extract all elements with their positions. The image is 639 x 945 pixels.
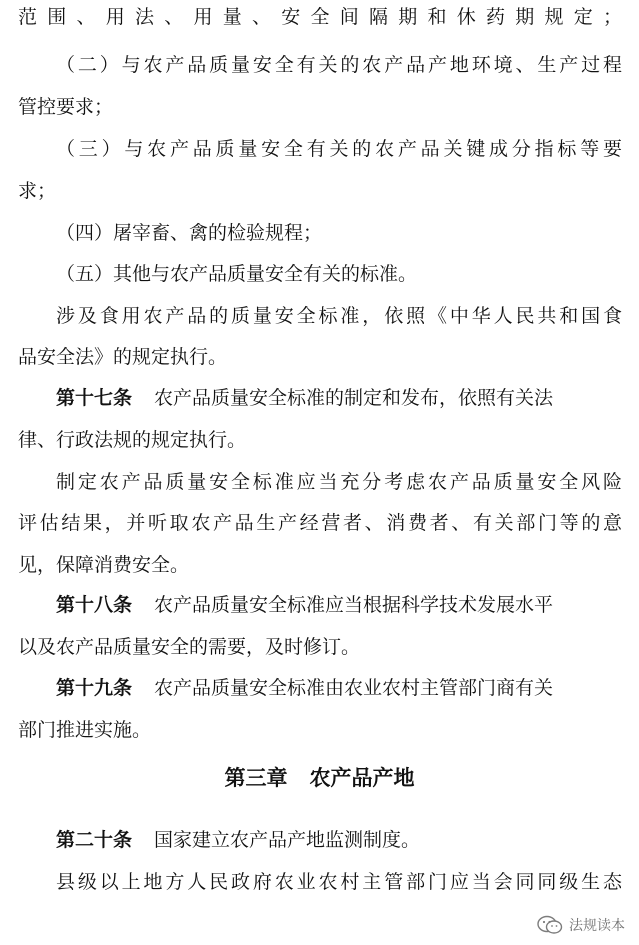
article-text: 农产品质量安全标准由农业农村主管部门商有关 — [154, 677, 554, 699]
text-line: 管控要求； — [18, 96, 114, 118]
wechat-icon — [537, 915, 563, 935]
text-line: （二）与农产品质量安全有关的农产品产地环境、生产过程 — [56, 54, 622, 76]
text-line: 制定农产品质量安全标准应当充分考虑农产品质量安全风险 — [56, 471, 622, 493]
text-line: 律、行政法规的规定执行。 — [18, 429, 247, 451]
text-line: 品安全法》的规定执行。 — [18, 346, 228, 368]
article-title: 第二十条 — [56, 829, 133, 851]
chapter-title: 农产品产地 — [309, 765, 415, 790]
chapter-heading — [0, 762, 639, 792]
text-line: 部门推进实施。 — [18, 719, 152, 741]
article-19 — [56, 676, 622, 700]
text-line: 涉及食用农产品的质量安全标准，依照《中华人民共和国食 — [56, 305, 622, 327]
article-18 — [56, 593, 622, 617]
text-line: （五）其他与农产品质量安全有关的标准。 — [56, 263, 418, 285]
article-title: 第十九条 — [56, 677, 133, 699]
article-title: 第十七条 — [56, 387, 133, 409]
article-text: 国家建立农产品产地监测制度。 — [154, 829, 421, 851]
article-text: 农产品质量安全标准的制定和发布，依照有关法 — [154, 387, 554, 409]
article-17 — [56, 386, 622, 410]
text-line: （四）屠宰畜、禽的检验规程； — [56, 222, 323, 244]
text-line: 评估结果，并听取农产品生产经营者、消费者、有关部门等的意 — [18, 512, 622, 534]
chapter-number: 第三章 — [224, 765, 288, 790]
article-20 — [56, 828, 622, 852]
text-line: 范围、用法、用量、安全间隔期和休药期规定； — [18, 6, 622, 28]
text-line: 县级以上地方人民政府农业农村主管部门应当会同同级生态 — [56, 871, 622, 893]
article-text: 农产品质量安全标准应当根据科学技术发展水平 — [154, 594, 554, 616]
text-line: （三）与农产品质量安全有关的农产品关键成分指标等要 — [56, 138, 622, 160]
text-line: 见，保障消费安全。 — [18, 554, 190, 576]
watermark — [537, 915, 625, 935]
text-line: 求； — [18, 180, 57, 202]
text-line: 以及农产品质量安全的需要，及时修订。 — [18, 636, 361, 658]
article-title: 第十八条 — [56, 594, 133, 616]
watermark-text: 法规读本 — [569, 918, 625, 934]
